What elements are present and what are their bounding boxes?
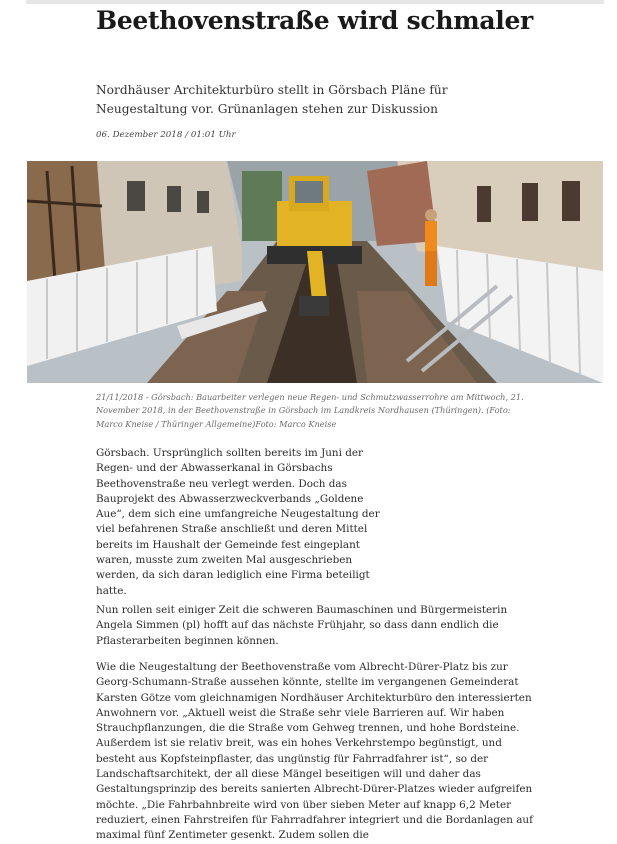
top-rule	[26, 0, 604, 4]
article-photo[interactable]	[27, 161, 603, 383]
article-paragraph: Görsbach. Ursprünglich sollten bereits im Juni der Regen- und der Abwasserkanal in Görsbachs Beethovenstraße neu verlegt werden. Doch das Bauprojekt des Abwasserzweckverbands „Goldene Aue“, dem sich eine umfangreiche Neugestaltung der viel befahrenen Straße anschließt und deren Mittel bereits im Haushalt der Gemeinde fest eingeplant waren, musste zum zweiten Mal ausgeschrieben werden, da sich daran lediglich eine Firma beteiligt hatte.	[96, 447, 380, 597]
construction-photo-icon	[27, 161, 603, 383]
article-headline: Beethovenstraße wird schmaler	[96, 6, 533, 35]
article-paragraph: Wie die Neugestaltung der Beethovenstraße vom Albrecht-Dürer-Platz bis zur Georg-Schumann-Straße aussehen könnte, stellte im vergangenen Gemeinderat Karsten Götze vom gleichnamigen Nordhäuser Architekturbüro den interessierten Anwohnern vor. „Aktuell weist die Straße sehr viele Barrieren auf. Wir haben Strauchpflanzungen, die die Straße vom Gehweg trennen, und hohe Bordsteine. Außerdem ist sie relativ breit, was ein hohes Verkehrstempo begünstigt, und besteht aus Kopfsteinpflaster, das ungünstig für Fahrradfahrer ist“, so der Landschaftsarchitekt, der all diese Mängel beseitigen will und daher das Gestaltungsprinzip des bereits sanierten Albrecht-Dürer-Platzes wieder aufgreifen möchte. „Die Fahrbahnbreite wird von über sieben Meter auf knapp 6,2 Meter reduziert, einen Fahrstreifen für Fahrradfahrer integriert und die Bordanlagen auf maximal fünf Zentimeter gesenkt. Zudem sollen die	[96, 661, 533, 842]
article-teaser: Nordhäuser Architekturbüro stellt in Görsbach Pläne für Neugestaltung vor. Grünanlagen stehen zur Diskussion	[96, 83, 448, 116]
photo-caption: 21/11/2018 - Görsbach: Bauarbeiter verlegen neue Regen- und Schmutzwasserrohre am Mittwoch, 21. November 2018, in der Beethovenstraße in Görsbach im Landkreis Nordhausen (Thüringen). (Foto: Marco Kneise / Thüringer Allgemeine)Foto: Marco Kneise	[96, 392, 524, 429]
article-dateline: 06. Dezember 2018 / 01:01 Uhr	[96, 130, 236, 140]
article-paragraph: Nun rollen seit einiger Zeit die schweren Baumaschinen und Bürgermeisterin Angela Simmen (pl) hofft auf das nächste Frühjahr, so dass dann endlich die Pflasterarbeiten beginnen können.	[96, 604, 508, 647]
